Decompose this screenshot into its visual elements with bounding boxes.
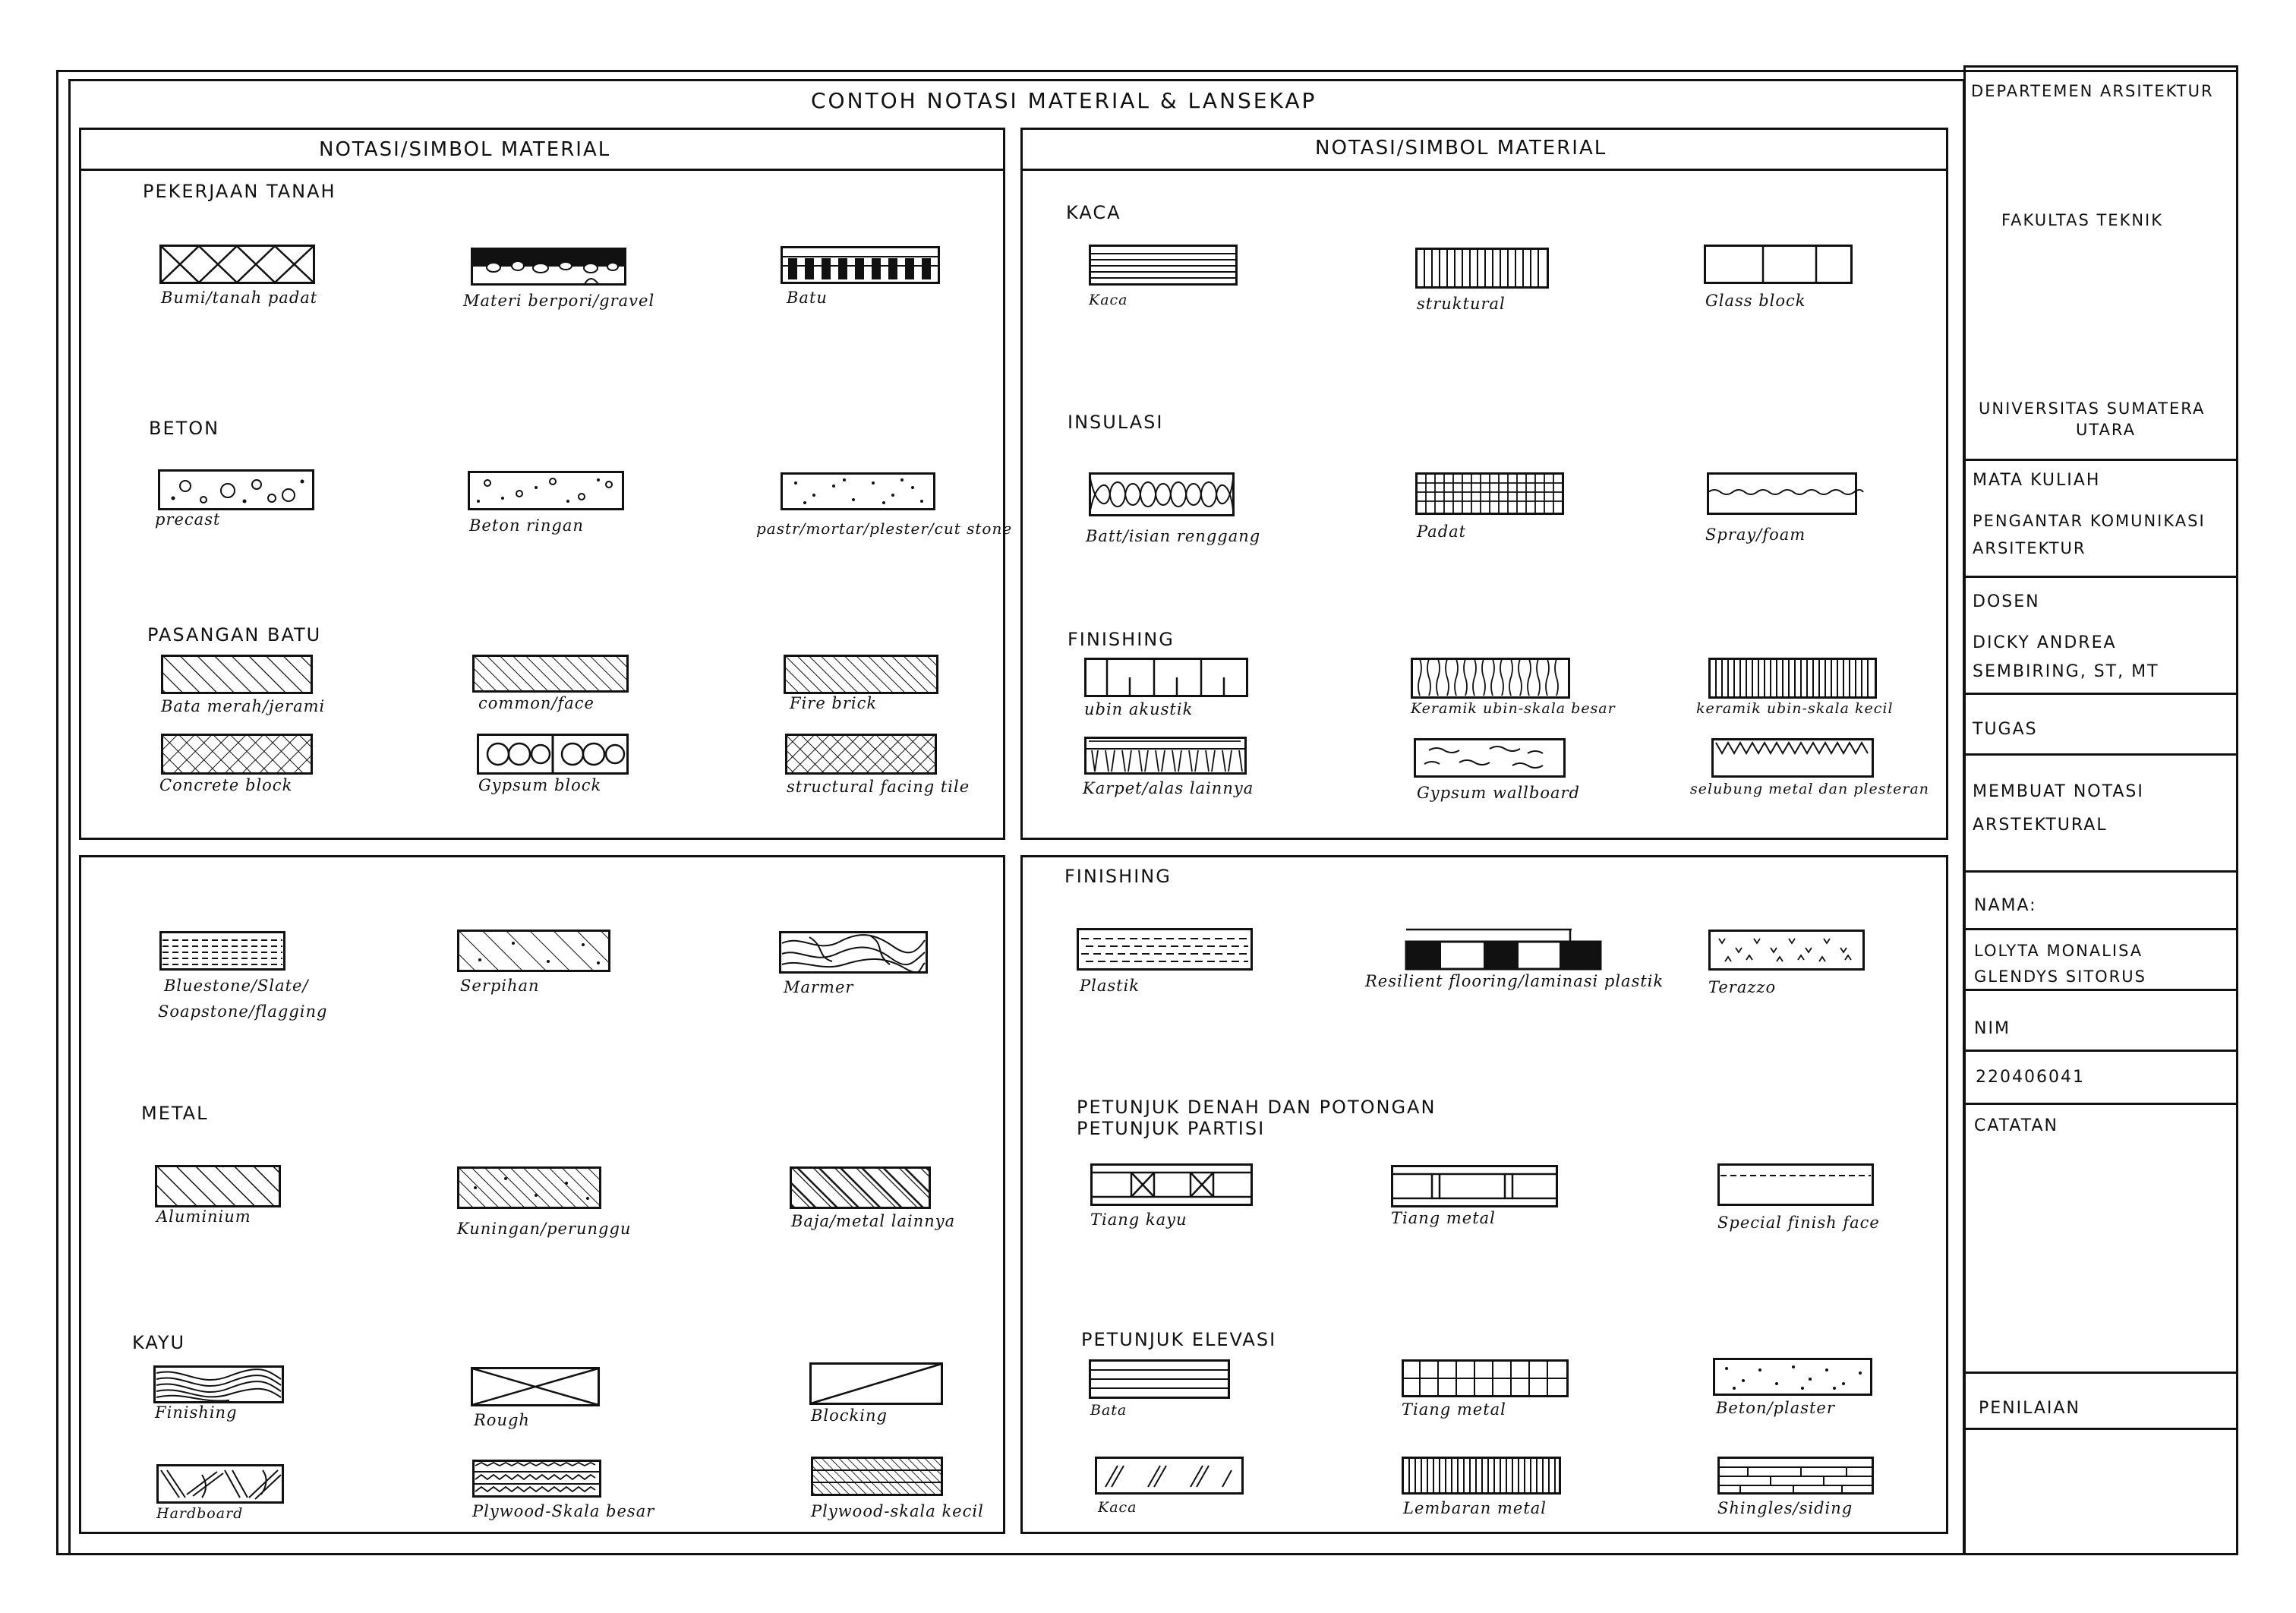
tb-divider-5 xyxy=(1965,870,2238,873)
caption-wood-finishing: Finishing xyxy=(155,1403,238,1422)
caption-gravel: Materi berpori/gravel xyxy=(463,292,655,310)
tb-department: DEPARTEMEN ARSITEKTUR xyxy=(1971,82,2214,100)
caption-structural-tile: structural facing tile xyxy=(787,778,970,796)
caption-terazzo: Terazzo xyxy=(1708,978,1777,996)
panel-left-header-divider xyxy=(79,169,1005,171)
tb-lecturer-2: SEMBIRING, ST, MT xyxy=(1973,662,2159,681)
symbol-aluminium xyxy=(155,1165,281,1207)
caption-brick: Bata merah/jerami xyxy=(161,697,326,715)
caption-elev-shingles: Shingles/siding xyxy=(1717,1499,1853,1517)
caption-metal-lath: selubung metal dan plesteran xyxy=(1690,781,1930,797)
panel-right-header-divider xyxy=(1020,169,1948,171)
symbol-concrete-block xyxy=(161,734,313,775)
caption-glass: Kaca xyxy=(1089,292,1128,308)
caption-concrete-block: Concrete block xyxy=(159,776,293,794)
tb-divider-9 xyxy=(1965,1103,2238,1105)
symbol-wood-finishing xyxy=(153,1365,284,1403)
symbol-glass xyxy=(1089,245,1238,286)
symbol-acoustic-tile xyxy=(1084,658,1248,697)
caption-elev-glass: Kaca xyxy=(1098,1499,1137,1516)
tb-divider-6 xyxy=(1965,928,2238,930)
right-panel-header: NOTASI/SIMBOL MATERIAL xyxy=(1315,137,1607,159)
caption-hardboard: Hardboard xyxy=(156,1505,244,1522)
caption-plaster: pastr/mortar/plester/cut stone xyxy=(756,519,1013,538)
caption-earth-compact: Bumi/tanah padat xyxy=(161,289,318,307)
caption-batt-insulation: Batt/isian renggang xyxy=(1086,527,1261,545)
tb-course-2: ARSITEKTUR xyxy=(1973,539,2086,557)
symbol-gypsum-wallboard xyxy=(1414,738,1566,778)
caption-plywood-large: Plywood-Skala besar xyxy=(472,1502,655,1520)
section-petunjuk-elevasi: PETUNJUK ELEVASI xyxy=(1081,1329,1277,1350)
sheet-title: CONTOH NOTASI MATERIAL & LANSEKAP xyxy=(811,88,1317,113)
symbol-structural-glass xyxy=(1415,248,1549,289)
symbol-marmer xyxy=(779,931,928,974)
caption-wood-stud: Tiang kayu xyxy=(1090,1211,1187,1229)
caption-glass-block: Glass block xyxy=(1705,292,1806,310)
tb-task-1: MEMBUAT NOTASI xyxy=(1973,782,2144,801)
symbol-plywood-small xyxy=(811,1457,943,1496)
symbol-bluestone xyxy=(159,931,285,971)
symbol-wood-stud xyxy=(1090,1163,1253,1206)
caption-resilient-flooring: Resilient flooring/laminasi plastik xyxy=(1365,972,1664,990)
caption-structural-glass: struktural xyxy=(1417,295,1506,313)
symbol-precast xyxy=(158,469,314,510)
tb-divider-11 xyxy=(1965,1428,2238,1430)
symbol-metal-lath xyxy=(1711,738,1874,778)
tb-name-2: GLENDYS SITORUS xyxy=(1974,967,2146,986)
left-panel-header: NOTASI/SIMBOL MATERIAL xyxy=(319,138,611,161)
caption-wood-blocking: Blocking xyxy=(811,1406,888,1425)
symbol-metal-stud xyxy=(1391,1165,1558,1207)
section-pekerjaan-tanah: PEKERJAAN TANAH xyxy=(143,181,336,202)
tb-name-1: LOLYTA MONALISA xyxy=(1974,942,2143,960)
caption-elev-sheet-metal: Lembaran metal xyxy=(1403,1499,1547,1517)
symbol-carpet xyxy=(1084,737,1247,775)
caption-gypsum-wallboard: Gypsum wallboard xyxy=(1417,784,1580,802)
symbol-earth-compact xyxy=(159,245,315,284)
symbol-stone xyxy=(781,246,940,284)
section-metal: METAL xyxy=(141,1103,209,1124)
title-block-frame xyxy=(1963,65,2238,1555)
caption-spray-foam: Spray/foam xyxy=(1705,526,1806,544)
caption-special-finish: Special finish face xyxy=(1717,1214,1880,1232)
caption-gypsum-block: Gypsum block xyxy=(478,776,602,794)
caption-aluminium: Aluminium xyxy=(156,1207,251,1226)
caption-ceramic-large: Keramik ubin-skala besar xyxy=(1411,700,1616,717)
tb-university-2: UTARA xyxy=(2076,421,2137,439)
caption-light-concrete: Beton ringan xyxy=(469,516,584,535)
tb-lecturer-1: DICKY ANDREA xyxy=(1973,633,2117,652)
caption-kuningan: Kuningan/perunggu xyxy=(457,1220,632,1238)
tb-nim-label: NIM xyxy=(1974,1019,2011,1038)
caption-solid-insulation: Padat xyxy=(1417,522,1467,541)
caption-stone: Batu xyxy=(787,289,828,307)
caption-carpet: Karpet/alas lainnya xyxy=(1083,779,1254,797)
tb-divider-3 xyxy=(1965,693,2238,695)
caption-elev-concrete: Beton/plaster xyxy=(1716,1399,1835,1417)
tb-university: UNIVERSITAS SUMATERA xyxy=(1979,399,2206,418)
symbol-elev-brick xyxy=(1089,1359,1230,1399)
caption-common-face: common/face xyxy=(478,694,594,712)
caption-wood-rough: Rough xyxy=(474,1411,530,1429)
symbol-plaster xyxy=(781,472,935,510)
symbol-elev-glass xyxy=(1095,1457,1244,1495)
caption-metal-stud: Tiang metal xyxy=(1391,1209,1496,1227)
caption-acoustic-tile: ubin akustik xyxy=(1084,700,1194,718)
tb-task-label: TUGAS xyxy=(1973,720,2038,739)
symbol-plastic xyxy=(1077,928,1253,971)
symbol-batt-insulation xyxy=(1089,472,1235,516)
section-petunjuk-partisi: PETUNJUK PARTISI xyxy=(1077,1118,1266,1139)
symbol-plywood-large xyxy=(472,1460,601,1498)
symbol-elev-shingles xyxy=(1717,1457,1874,1495)
symbol-ceramic-large xyxy=(1411,658,1570,699)
tb-lecturer-label: DOSEN xyxy=(1973,592,2040,611)
symbol-ceramic-small xyxy=(1708,658,1877,699)
symbol-elev-metal-stud xyxy=(1402,1359,1569,1397)
symbol-brick xyxy=(161,655,313,694)
symbol-wood-blocking xyxy=(809,1362,943,1405)
symbol-solid-insulation xyxy=(1415,472,1564,515)
symbol-kuningan xyxy=(457,1166,601,1209)
section-kayu: KAYU xyxy=(132,1332,186,1353)
tb-divider-1 xyxy=(1965,459,2238,461)
caption-ceramic-small: keramik ubin-skala kecil xyxy=(1696,700,1894,717)
caption-precast: precast xyxy=(155,510,221,529)
caption-plastic: Plastik xyxy=(1080,977,1140,995)
section-beton: BETON xyxy=(149,418,220,439)
symbol-light-concrete xyxy=(468,471,624,510)
tb-task-2: ARSTEKTURAL xyxy=(1973,816,2108,835)
symbol-gypsum-block xyxy=(477,734,629,775)
tb-name-label: NAMA: xyxy=(1974,896,2037,915)
symbol-serpihan xyxy=(457,930,610,972)
tb-course-1: PENGANTAR KOMUNIKASI xyxy=(1973,512,2206,530)
tb-divider-10 xyxy=(1965,1372,2238,1374)
tb-nim-value: 220406041 xyxy=(1976,1068,2085,1087)
symbol-resilient-flooring xyxy=(1405,928,1602,971)
section-pasangan-batu: PASANGAN BATU xyxy=(147,624,322,646)
caption-marmer: Marmer xyxy=(784,978,854,996)
tb-divider-4 xyxy=(1965,753,2238,756)
tb-divider-8 xyxy=(1965,1050,2238,1052)
caption-fire-brick: Fire brick xyxy=(790,694,878,712)
tb-grade-label: PENILAIAN xyxy=(1979,1399,2080,1418)
symbol-spray-foam xyxy=(1707,472,1857,515)
tb-divider-2 xyxy=(1965,576,2238,578)
symbol-wood-rough xyxy=(471,1367,600,1406)
section-finishing-2: FINISHING xyxy=(1064,866,1172,887)
caption-serpihan: Serpihan xyxy=(460,977,540,995)
symbol-gravel xyxy=(471,248,626,286)
caption-elev-metal-stud: Tiang metal xyxy=(1402,1400,1506,1419)
section-finishing-1: FINISHING xyxy=(1068,629,1175,650)
section-kaca: KACA xyxy=(1066,202,1121,223)
tb-faculty: FAKULTAS TEKNIK xyxy=(2001,211,2164,229)
symbol-baja xyxy=(790,1166,931,1209)
tb-divider-7 xyxy=(1965,989,2238,991)
caption-bluestone: Bluestone/Slate/ xyxy=(164,977,309,995)
symbol-special-finish xyxy=(1717,1163,1874,1206)
symbol-elev-concrete xyxy=(1713,1358,1872,1396)
symbol-structural-tile xyxy=(785,734,937,775)
tb-notes-label: CATATAN xyxy=(1974,1116,2059,1135)
section-petunjuk-denah: PETUNJUK DENAH DAN POTONGAN xyxy=(1077,1097,1437,1118)
caption-baja: Baja/metal lainnya xyxy=(791,1212,956,1230)
symbol-elev-sheet-metal xyxy=(1402,1457,1561,1495)
symbol-hardboard xyxy=(156,1464,284,1504)
caption-plywood-small: Plywood-skala kecil xyxy=(811,1502,984,1520)
caption-elev-brick: Bata xyxy=(1090,1402,1128,1419)
symbol-terazzo xyxy=(1708,930,1865,971)
caption-soapstone: Soapstone/flagging xyxy=(158,1002,328,1021)
section-insulasi: INSULASI xyxy=(1068,412,1164,433)
symbol-common-face xyxy=(472,655,629,693)
symbol-glass-block xyxy=(1704,245,1853,284)
symbol-fire-brick xyxy=(784,655,938,694)
tb-course-label: MATA KULIAH xyxy=(1973,471,2101,490)
